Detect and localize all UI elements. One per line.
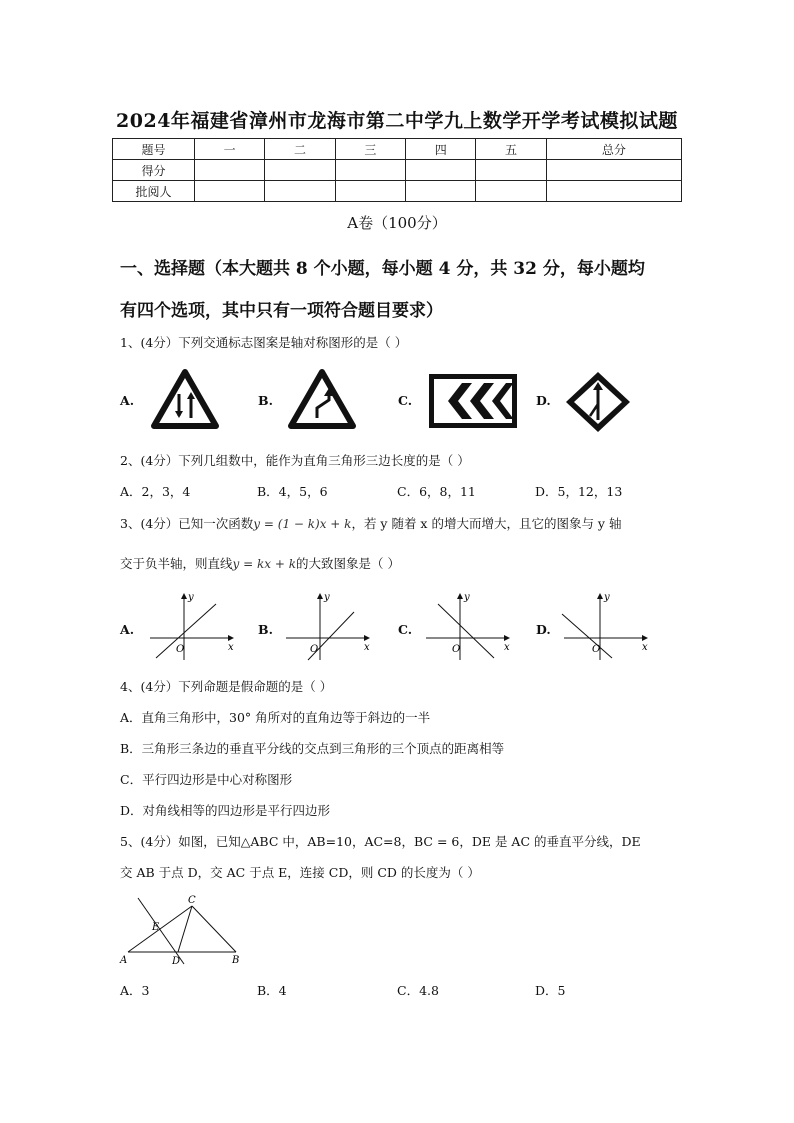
table-cell[interactable] bbox=[406, 160, 476, 181]
q1-label-b: B. bbox=[258, 393, 273, 408]
q1-label-c: C. bbox=[398, 393, 413, 408]
section-heading: A卷（100分） bbox=[347, 214, 447, 232]
q2-option-b[interactable]: B．4，5，6 bbox=[257, 484, 328, 499]
q3-graph-c bbox=[422, 590, 514, 662]
axis-x-label: x bbox=[364, 642, 370, 653]
table-cell[interactable] bbox=[546, 160, 681, 181]
point-c-label: C bbox=[188, 895, 196, 906]
origin-label: O bbox=[452, 644, 461, 655]
q4-option-c[interactable]: C．平行四边形是中心对称图形 bbox=[120, 772, 293, 787]
q4-stem: 4、(4分）下列命题是假命题的是（ ） bbox=[120, 679, 333, 694]
table-cell[interactable] bbox=[195, 160, 265, 181]
q3-stem-text-b: ，若 y 随着 x 的增大而增大，且它的图象与 y 轴 bbox=[351, 516, 622, 531]
table-cell[interactable] bbox=[335, 181, 405, 202]
q5-triangle-figure bbox=[118, 892, 246, 968]
table-cell: 四 bbox=[406, 139, 476, 160]
table-cell: 二 bbox=[265, 139, 335, 160]
q4-option-b[interactable]: B．三角形三条边的垂直平分线的交点到三角形的三个顶点的距离相等 bbox=[120, 741, 505, 756]
q3-graph-d bbox=[560, 590, 652, 662]
table-cell[interactable] bbox=[195, 181, 265, 202]
table-row bbox=[113, 160, 682, 181]
q2-option-c[interactable]: C．6，8，11 bbox=[397, 484, 476, 499]
table-cell: 五 bbox=[476, 139, 546, 160]
q3-function-1: y = (1 − k)x + k bbox=[253, 517, 352, 531]
q3-graph-a bbox=[146, 590, 238, 662]
q3-label-a: A. bbox=[120, 622, 135, 637]
table-cell[interactable] bbox=[476, 181, 546, 202]
q2-option-a[interactable]: A．2，3，4 bbox=[120, 484, 191, 499]
point-b-label: B bbox=[232, 955, 240, 966]
origin-label: O bbox=[310, 644, 319, 655]
axis-x-label: x bbox=[504, 642, 510, 653]
axis-x-label: x bbox=[642, 642, 648, 653]
q1-sign-b bbox=[287, 368, 357, 430]
table-row bbox=[113, 181, 682, 202]
axis-y-label: y bbox=[188, 592, 194, 603]
q3-graph-b bbox=[282, 590, 374, 662]
axis-x-label: x bbox=[228, 642, 234, 653]
q1-stem: 1、(4分）下列交通标志图案是轴对称图形的是（ ） bbox=[120, 335, 408, 350]
table-cell[interactable] bbox=[476, 160, 546, 181]
q2-stem: 2、(4分）下列几组数中，能作为直角三角形三边长度的是（ ） bbox=[120, 453, 470, 468]
score-table-header bbox=[113, 139, 682, 160]
table-cell[interactable] bbox=[335, 160, 405, 181]
table-cell: 题号 bbox=[113, 139, 195, 160]
table-cell: 一 bbox=[195, 139, 265, 160]
q3-label-c: C. bbox=[398, 622, 413, 637]
q3-label-b: B. bbox=[258, 622, 273, 637]
q3-stem-line2 bbox=[120, 554, 680, 574]
q3-stem-text-d: 的大致图象是（ ） bbox=[295, 556, 400, 571]
q5-stem-line1: 5、(4分）如图，已知△ABC 中，AB=10，AC=8，BC = 6，DE 是 AC 的垂直平分线，DE bbox=[120, 834, 641, 849]
q2-option-d[interactable]: D．5，12，13 bbox=[535, 484, 623, 499]
q1-sign-d bbox=[564, 370, 632, 434]
q1-label-a: A. bbox=[120, 393, 135, 408]
q4-option-d[interactable]: D．对角线相等的四边形是平行四边形 bbox=[120, 803, 331, 818]
q3-stem-text-c: 交于负半轴，则直线 bbox=[120, 556, 233, 571]
q1-sign-c bbox=[428, 373, 518, 429]
page-title: 2024年福建省漳州市龙海市第二中学九上数学开学考试模拟试题 bbox=[116, 110, 678, 132]
q1-sign-a bbox=[150, 368, 220, 430]
table-cell: 得分 bbox=[113, 160, 195, 181]
part-heading-line1: 一、选择题（本大题共 8 个小题，每小题 4 分，共 32 分，每小题均 bbox=[120, 259, 645, 279]
origin-label: O bbox=[592, 644, 601, 655]
q5-option-b[interactable]: B．4 bbox=[257, 983, 287, 998]
axis-y-label: y bbox=[464, 592, 470, 603]
part-heading-line2: 有四个选项，其中只有一项符合题目要求） bbox=[120, 301, 443, 321]
table-cell[interactable] bbox=[546, 181, 681, 202]
axis-y-label: y bbox=[324, 592, 330, 603]
axis-y-label: y bbox=[604, 592, 610, 603]
q5-option-a[interactable]: A．3 bbox=[120, 983, 150, 998]
origin-label: O bbox=[176, 644, 185, 655]
q3-stem bbox=[120, 514, 680, 534]
q4-option-a[interactable]: A．直角三角形中，30° 角所对的直角边等于斜边的一半 bbox=[120, 710, 431, 725]
q3-label-d: D. bbox=[536, 622, 551, 637]
table-cell: 批阅人 bbox=[113, 181, 195, 202]
q3-stem-text-a: 3、(4分）已知一次函数 bbox=[120, 516, 254, 531]
q5-option-c[interactable]: C．4.8 bbox=[397, 983, 439, 998]
point-e-label: E bbox=[152, 922, 160, 933]
q5-stem-line2: 交 AB 于点 D，交 AC 于点 E，连接 CD，则 CD 的长度为（ ） bbox=[120, 865, 480, 880]
table-cell: 三 bbox=[335, 139, 405, 160]
point-a-label: A bbox=[120, 955, 128, 966]
table-cell[interactable] bbox=[265, 181, 335, 202]
table-cell[interactable] bbox=[406, 181, 476, 202]
q5-option-d[interactable]: D．5 bbox=[535, 983, 566, 998]
table-cell[interactable] bbox=[265, 160, 335, 181]
q3-function-2: y = kx + k bbox=[232, 557, 296, 571]
point-d-label: D bbox=[172, 956, 181, 967]
table-cell: 总分 bbox=[546, 139, 681, 160]
score-table bbox=[112, 138, 682, 202]
q1-label-d: D. bbox=[536, 393, 551, 408]
